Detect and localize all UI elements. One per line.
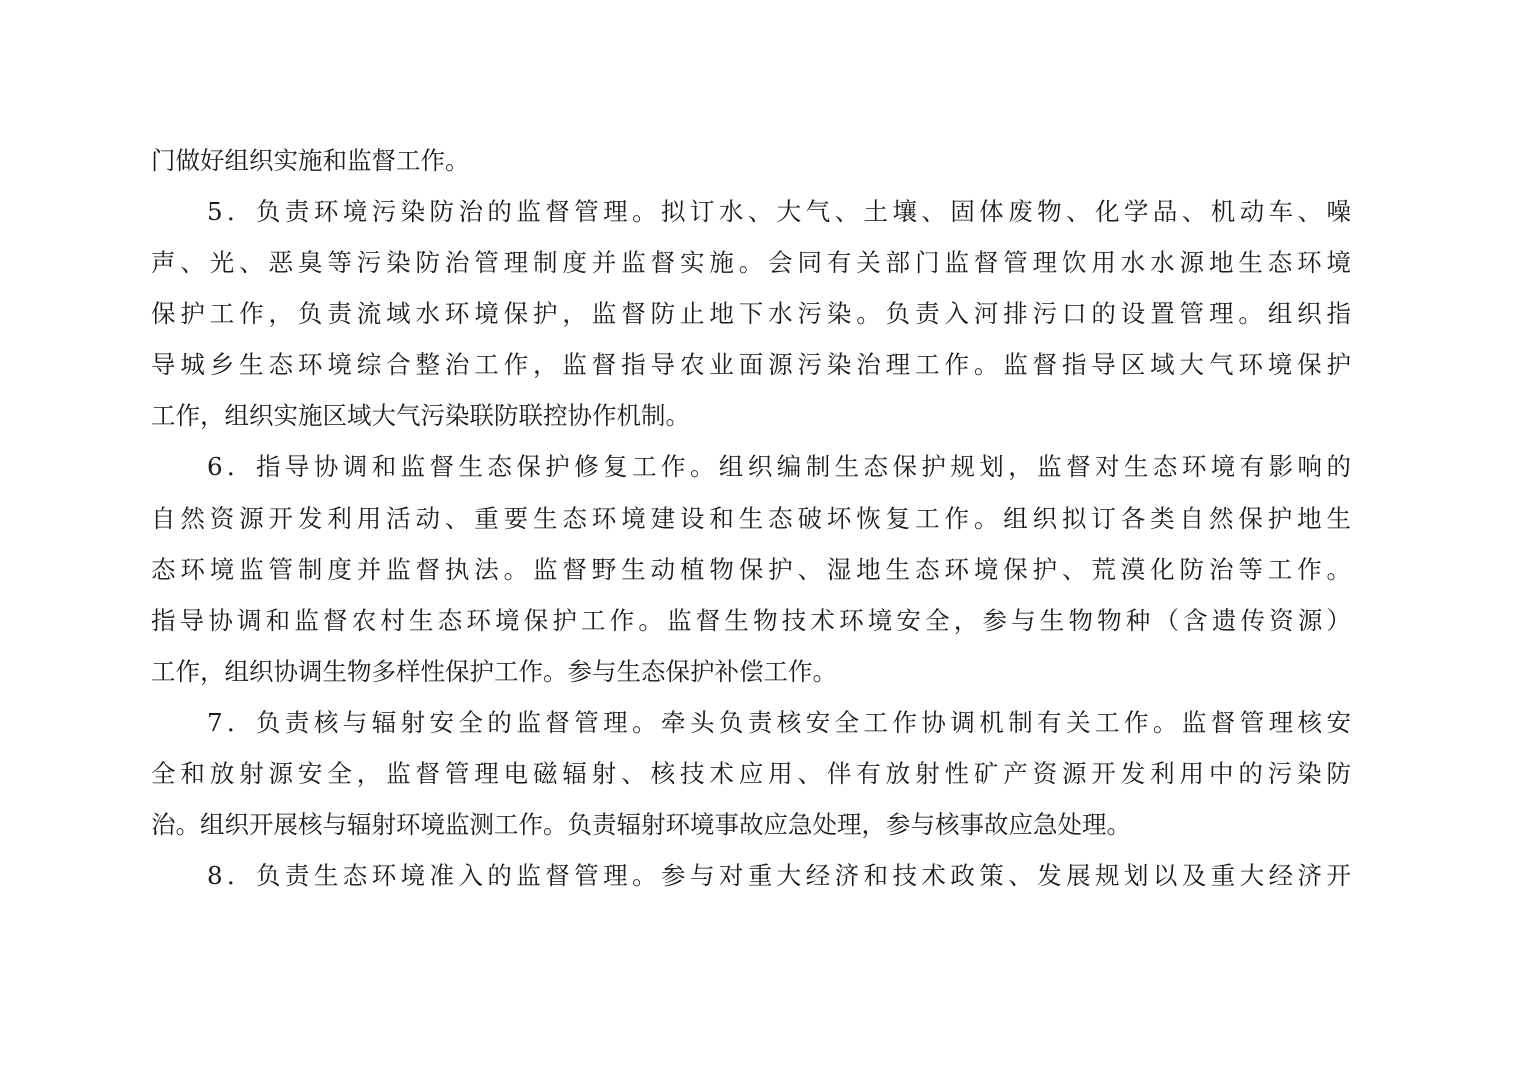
text-line: 态环境监管制度并监督执法。监督野生动植物保护、湿地生态环境保护、荒漠化防治等工作。 [151,555,1351,584]
text-line: 自然资源开发利用活动、重要生态环境建设和生态破坏恢复工作。组织拟订各类自然保护地生 [151,504,1351,533]
text-line: 全和放射源安全，监督管理电磁辐射、核技术应用、伴有放射性矿产资源开发利用中的污染防 [151,759,1351,788]
text-line: 声、光、恶臭等污染防治管理制度并监督实施。会同有关部门监督管理饮用水水源地生态环境 [151,248,1351,277]
text-line: 门做好组织实施和监督工作。 [151,146,470,175]
paragraph-7-start: 7．负责核与辐射安全的监督管理。牵头负责核安全工作协调机制有关工作。监督管理核安 [207,708,1351,737]
text-line: 工作，组织协调生物多样性保护工作。参与生态保护补偿工作。 [151,657,837,686]
text-line: 指导协调和监督农村生态环境保护工作。监督生物技术环境安全，参与生物物种（含遗传资源） [151,606,1351,635]
text-line: 保护工作，负责流域水环境保护，监督防止地下水污染。负责入河排污口的设置管理。组织指 [151,299,1351,328]
text-line: 工作，组织实施区域大气污染联防联控协作机制。 [151,401,690,430]
text-line: 导城乡生态环境综合整治工作，监督指导农业面源污染治理工作。监督指导区域大气环境保护 [151,350,1351,379]
paragraph-8-start: 8．负责生态环境准入的监督管理。参与对重大经济和技术政策、发展规划以及重大经济开 [207,861,1351,890]
paragraph-6-start: 6．指导协调和监督生态保护修复工作。组织编制生态保护规划，监督对生态环境有影响的 [207,452,1351,481]
text-line: 治。组织开展核与辐射环境监测工作。负责辐射环境事故应急处理，参与核事故应急处理。 [151,810,1131,839]
paragraph-5-start: 5．负责环境污染防治的监督管理。拟订水、大气、土壤、固体废物、化学品、机动车、噪 [207,197,1351,226]
